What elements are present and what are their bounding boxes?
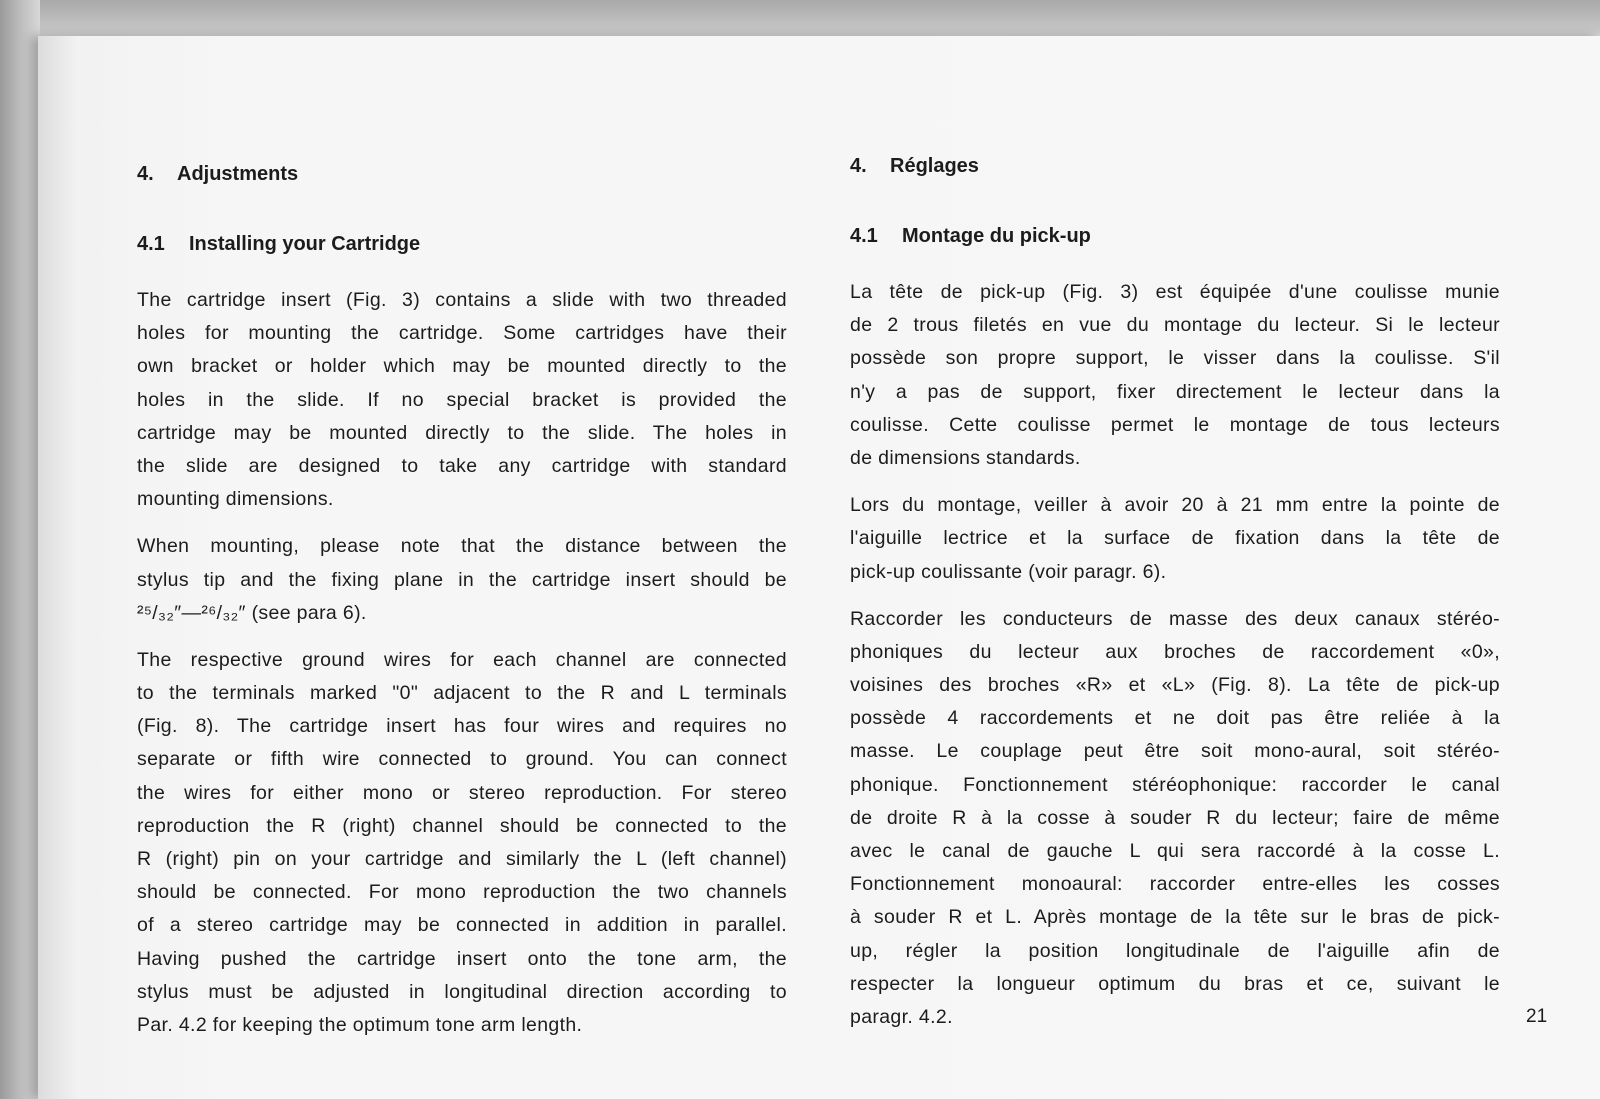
text-line: de dimensions standards. [850, 446, 1081, 469]
paragraph [850, 603, 1500, 1034]
text-line: phonique. Fonctionnement stéréophonique: raccorder le canal [850, 773, 1500, 796]
subsection-number: 4.1 [850, 225, 878, 247]
text-line: paragr. 4.2. [850, 1005, 953, 1028]
text-line: stylus must be adjusted in longitudinal direction according to [137, 980, 787, 1003]
page-number: 21 [1526, 1006, 1548, 1027]
text-line: ²⁵/₃₂″—²⁶/₃₂″ (see para 6). [137, 601, 367, 624]
text-line: (Fig. 8). The cartridge insert has four wires and requires no [137, 715, 787, 738]
binding-edge [0, 0, 40, 1099]
text-line: reproduction the R (right) channel should be connected to the [137, 814, 787, 837]
text-line: The respective ground wires for each channel are connected [137, 648, 787, 671]
subsection-heading [850, 224, 1500, 248]
section-title: Réglages [890, 155, 979, 177]
text-line: possède 4 raccordements et ne doit pas être reliée à la [850, 707, 1500, 730]
text-line: voisines des broches «R» et «L» (Fig. 8). La tête de pick-up [850, 674, 1500, 697]
section-heading [850, 154, 1500, 178]
text-line: phoniques du lecteur aux broches de raccordement «0», [850, 640, 1500, 663]
text-line: separate or fifth wire connected to ground. You can connect [137, 748, 787, 771]
text-line: the wires for either mono or stereo reproduction. For stereo [137, 781, 787, 804]
french-column [850, 154, 1500, 1048]
text-line: l'aiguille lectrice et la surface de fixation dans la tête de [850, 527, 1500, 550]
paragraph [137, 530, 787, 630]
text-line: à souder R et L. Après montage de la tête sur le bras de pick- [850, 906, 1500, 929]
text-line: mounting dimensions. [137, 488, 334, 511]
text-line: cartridge may be mounted directly to the slide. The holes in [137, 421, 787, 444]
text-line: n'y a pas de support, fixer directement le lecteur dans la [850, 380, 1500, 403]
subsection-heading [137, 232, 787, 256]
text-line: Lors du montage, veiller à avoir 20 à 21 mm entre la pointe de [850, 494, 1500, 517]
text-line: holes in the slide. If no special bracket is provided the [137, 388, 787, 411]
paragraph [850, 276, 1500, 475]
text-line: respecter la longueur optimum du bras et ce, suivant le [850, 972, 1500, 995]
section-number: 4. [137, 163, 154, 185]
text-line: coulisse. Cette coulisse permet le montage de tous lecteurs [850, 413, 1500, 436]
text-line: The cartridge insert (Fig. 3) contains a slide with two threaded [137, 289, 787, 311]
text-line: R (right) pin on your cartridge and similarly the L (left channel) [137, 848, 787, 870]
section-title: Adjustments [177, 163, 299, 185]
text-line: own bracket or holder which may be mounted directly to the [137, 355, 787, 378]
text-line: Having pushed the cartridge insert onto the tone arm, the [137, 947, 787, 970]
text-line: avec le canal de gauche L qui sera raccordé à la cosse L. [850, 840, 1500, 862]
text-line: should be connected. For mono reproduction the two channels [137, 881, 787, 904]
text-line: of a stereo cartridge may be connected in addition in parallel. [137, 914, 787, 937]
subsection-number: 4.1 [137, 233, 165, 255]
text-line: pick-up coulissante (voir paragr. 6). [850, 560, 1167, 583]
text-line: de droite R à la cosse à souder R du lecteur; faire de même [850, 806, 1500, 829]
paragraph [137, 644, 787, 1042]
text-line: the slide are designed to take any cartridge with standard [137, 454, 787, 477]
text-line: When mounting, please note that the distance between the [137, 535, 787, 558]
paragraph [137, 284, 787, 516]
text-line: de 2 trous filetés en vue du montage du lecteur. Si le lecteur [850, 314, 1500, 337]
text-line: up, régler la position longitudinale de l'aiguille afin de [850, 939, 1500, 962]
text-line: stylus tip and the fixing plane in the cartridge insert should be [137, 568, 787, 591]
subsection-title: Installing your Cartridge [189, 233, 421, 255]
text-line: masse. Le couplage peut être soit mono-aural, soit stéréo- [850, 740, 1500, 763]
text-line: to the terminals marked "0" adjacent to the R and L terminals [137, 682, 787, 705]
english-column [137, 162, 787, 1056]
text-line: Par. 4.2 for keeping the optimum tone arm length. [137, 1013, 583, 1036]
section-heading [137, 162, 787, 186]
text-line: Raccorder les conducteurs de masse des deux canaux stéréo- [850, 607, 1500, 630]
text-line: La tête de pick-up (Fig. 3) est équipée d'une coulisse munie [850, 281, 1500, 303]
section-number: 4. [850, 155, 867, 177]
paragraph [850, 489, 1500, 589]
text-line: Fonctionnement monoaural: raccorder entre-elles les cosses [850, 873, 1500, 896]
text-line: possède son propre support, le visser dans la coulisse. S'il [850, 347, 1500, 370]
text-line: holes for mounting the cartridge. Some cartridges have their [137, 322, 787, 345]
subsection-title: Montage du pick-up [902, 225, 1091, 247]
